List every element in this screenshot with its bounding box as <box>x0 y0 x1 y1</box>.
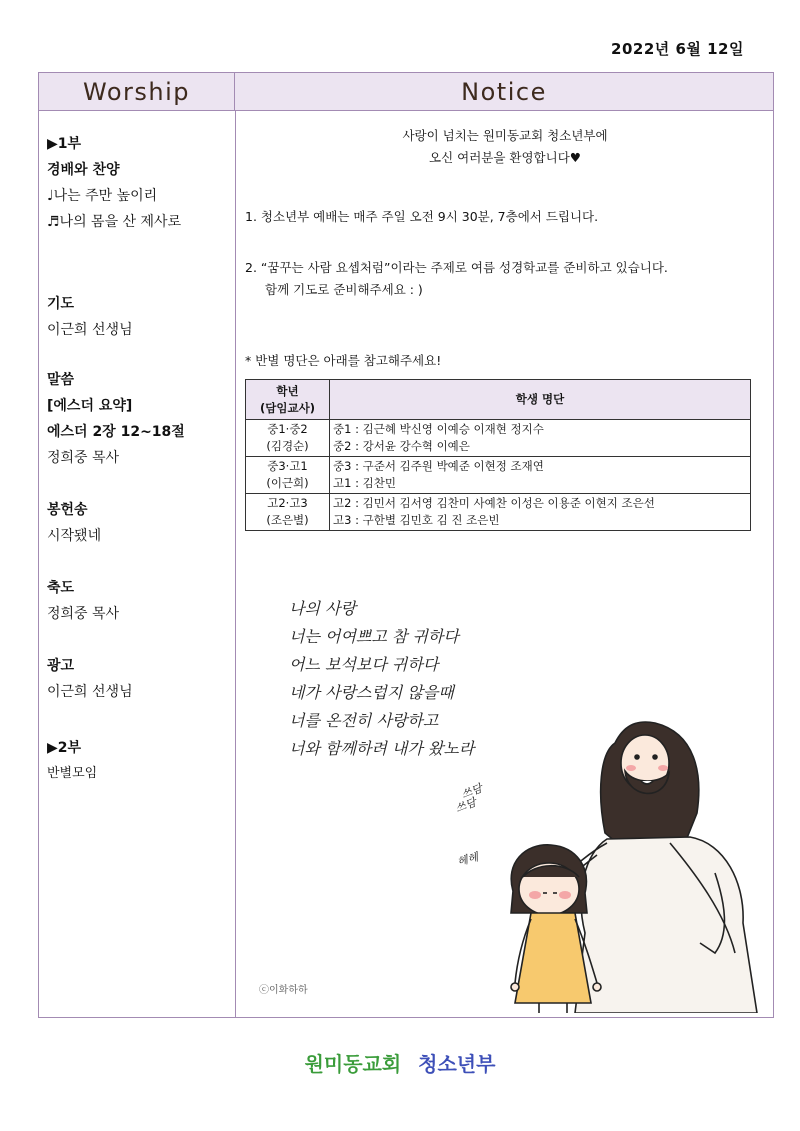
notice-header: Notice <box>235 73 773 111</box>
teacher-header-text: (담임교사) <box>260 400 315 415</box>
table-row <box>246 494 751 531</box>
ads-title: 광고 <box>47 658 75 674</box>
table-row <box>246 457 751 494</box>
class-table <box>245 379 751 531</box>
welcome-line-1: 사랑이 넘치는 원미동교회 청소년부에 <box>402 128 608 143</box>
students-cell <box>330 420 751 457</box>
teacher-text: (김경순) <box>266 439 309 453</box>
word-preacher: 정희중 목사 <box>47 450 120 466</box>
bulletin-date: 2022년 6월 12일 <box>611 40 744 58</box>
class-list-note: * 반별 명단은 아래를 참고해주세요! <box>245 353 442 368</box>
pat-text-2: 쓰담 <box>453 795 479 816</box>
students-line: 고1 : 김찬민 <box>333 476 396 490</box>
grade-header-text: 학년 <box>276 383 299 398</box>
grade-text: 중3·고1 <box>267 459 308 473</box>
notice-content <box>245 111 765 527</box>
column-divider <box>235 111 236 1017</box>
teacher-text: (조은별) <box>266 513 309 527</box>
welcome-line-2: 오신 여러분을 환영합니다♥ <box>429 150 581 165</box>
youth-department: 청소년부 <box>418 1052 496 1076</box>
part2-item: 반별모임 <box>47 766 98 781</box>
poem-line: 너와 함께하려 내가 왔노라 <box>289 739 475 758</box>
students-cell <box>330 457 751 494</box>
students-line: 고2 : 김민서 김서영 김찬미 사예찬 이성은 이용준 이현지 조은선 <box>333 496 655 510</box>
students-line: 중3 : 구준서 김주원 박예준 이현정 조재연 <box>333 459 544 473</box>
ads-person: 이근희 선생님 <box>47 684 133 700</box>
part2-label: ▶2부 <box>47 740 82 756</box>
students-column-header: 학생 명단 <box>330 380 751 420</box>
worship-header: Worship <box>39 73 235 111</box>
illustration-credit: ⓒ이화하하 <box>259 985 308 996</box>
notice-item-2-line-1: 2. “꿈꾸는 사람 요셉처럼”이라는 주제로 여름 성경학교를 준비하고 있습니다. <box>245 260 668 275</box>
table-row <box>246 420 751 457</box>
offering-title: 봉헌송 <box>47 502 88 518</box>
poem-line: 너는 어여쁘고 참 귀하다 <box>289 627 459 646</box>
part1-label: ▶1부 <box>47 136 82 152</box>
praise-title: 경배와 찬양 <box>47 162 120 178</box>
pat-text-1: 쓰담 <box>459 781 485 802</box>
poem-line: 나의 사랑 <box>289 599 356 618</box>
song-2: ♬나의 몸을 산 제사로 <box>47 214 182 230</box>
offering-song: 시작됐네 <box>47 528 102 544</box>
notice-item-1: 1. 청소년부 예배는 매주 주일 오전 9시 30분, 7층에서 드립니다. <box>245 209 599 224</box>
blessing-title: 축도 <box>47 580 75 596</box>
notice-item-2 <box>245 257 765 301</box>
grade-text: 중1·중2 <box>267 422 308 436</box>
church-name: 원미동교회 <box>304 1052 402 1076</box>
grade-cell <box>246 494 330 531</box>
illustration <box>245 593 765 1013</box>
giggle-text: 헤헤 <box>455 850 480 869</box>
poem-line: 어느 보석보다 귀하다 <box>289 655 439 674</box>
grade-text: 고2·고3 <box>267 496 308 510</box>
welcome-message <box>245 125 765 169</box>
bulletin-frame <box>38 72 774 1018</box>
students-line: 중2 : 강서윤 강수혁 이예은 <box>333 439 470 453</box>
word-passage: 에스더 2장 12~18절 <box>47 424 185 440</box>
grade-cell <box>246 457 330 494</box>
blessing-person: 정희중 목사 <box>47 606 120 622</box>
notice-item-2-line-2: 함께 기도로 준비해주세요 : ) <box>265 282 423 297</box>
song-1: ♩나는 주만 높이리 <box>47 188 158 204</box>
grade-cell <box>246 420 330 457</box>
poem-line: 너를 온전히 사랑하고 <box>289 711 439 730</box>
jesus-and-child-drawing <box>245 593 765 1013</box>
word-title: 말씀 <box>47 372 75 388</box>
teacher-text: (이근희) <box>266 476 309 490</box>
students-line: 중1 : 김근혜 박신영 이예승 이재현 정지수 <box>333 422 544 436</box>
prayer-person: 이근희 선생님 <box>47 322 133 338</box>
poem-line: 네가 사랑스럽지 않을때 <box>289 683 454 702</box>
students-line: 고3 : 구한별 김민호 김 진 조은빈 <box>333 513 500 527</box>
prayer-title: 기도 <box>47 296 75 312</box>
church-footer <box>0 1048 800 1077</box>
word-series: [에스더 요약] <box>47 398 133 414</box>
grade-column-header <box>246 380 330 420</box>
students-cell <box>330 494 751 531</box>
table-header-row <box>246 380 751 420</box>
